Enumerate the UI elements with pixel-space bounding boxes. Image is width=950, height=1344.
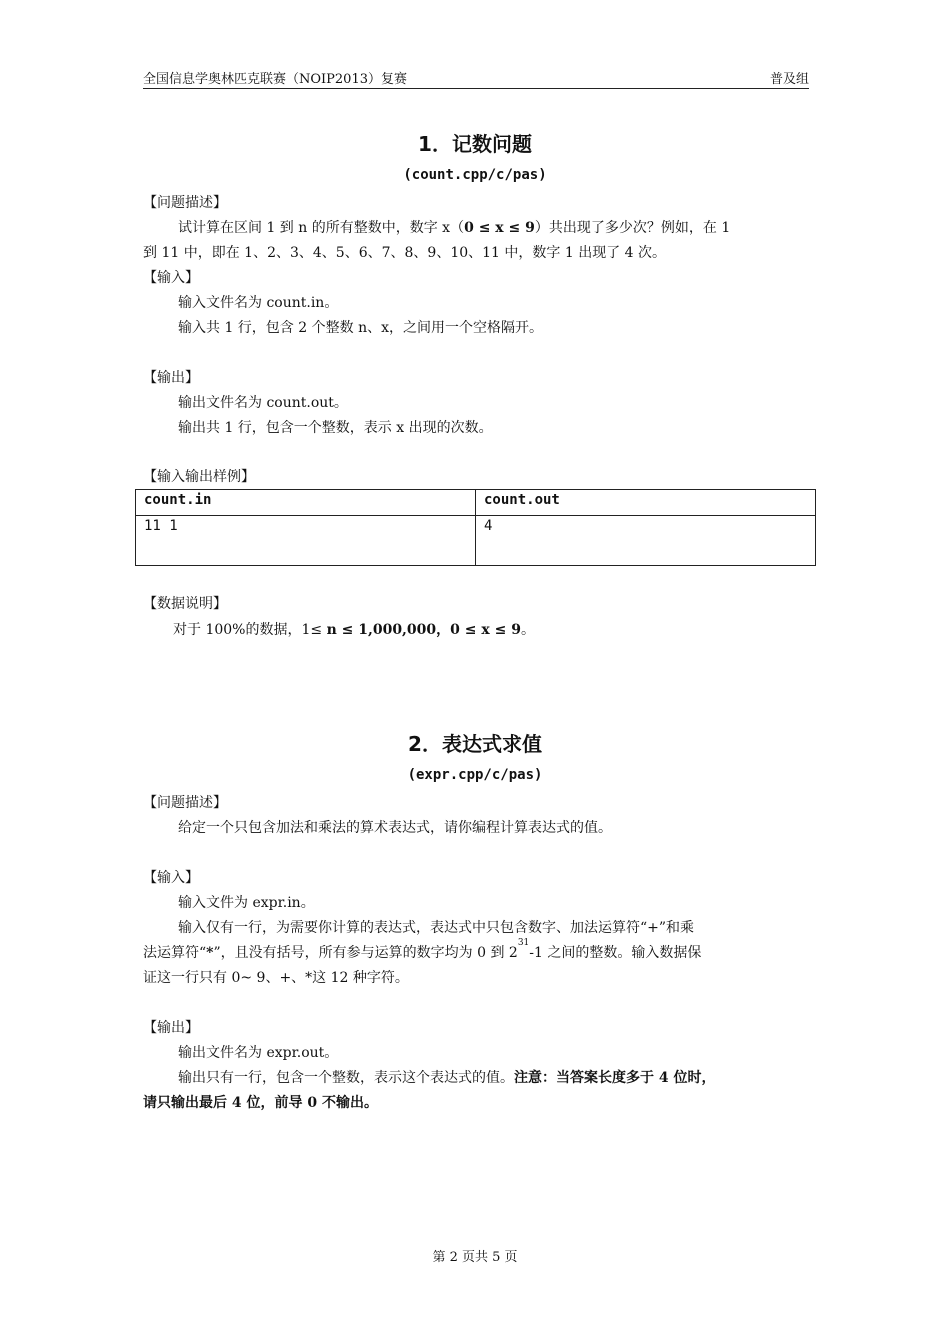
table-cell-output: 4 xyxy=(476,516,816,566)
problem1-data-heading: 【数据说明】 xyxy=(143,596,227,612)
table-header-input: count.in xyxy=(136,490,476,516)
problem2-input-line2: 输入仅有一行，为需要你计算的表达式，表达式中只包含数字、加法运算符“+”和乘 xyxy=(178,920,695,936)
problem1-title: 1．记数问题 xyxy=(418,132,532,156)
problem1-data-line: 对于 100%的数据，1≤ n ≤ 1,000,000，0 ≤ x ≤ 9。 xyxy=(173,622,535,638)
problem1-file: (count.cpp/c/pas) xyxy=(403,167,547,183)
sample-table xyxy=(135,489,816,566)
problem1-sample-heading: 【输入输出样例】 xyxy=(143,469,255,485)
table-cell-input: 11 1 xyxy=(136,516,476,566)
problem1-desc-line2: 到 11 中，即在 1、2、3、4、5、6、7、8、9、10、11 中，数字 1 出现了 4 次。 xyxy=(143,245,667,261)
problem2-input-heading: 【输入】 xyxy=(143,870,199,886)
problem2-output-line3: 请只输出最后 4 位，前导 0 不输出。 xyxy=(143,1095,378,1111)
problem1-desc-line1: 试计算在区间 1 到 n 的所有整数中，数字 x（0 ≤ x ≤ 9）共出现了多少次？例如，在 1 xyxy=(178,220,731,236)
problem1-desc-heading: 【问题描述】 xyxy=(143,195,227,211)
problem1-output-heading: 【输出】 xyxy=(143,370,199,386)
problem2-desc-line1: 给定一个只包含加法和乘法的算术表达式，请你编程计算表达式的值。 xyxy=(178,820,612,836)
table-header-row xyxy=(136,490,816,516)
table-header-output: count.out xyxy=(476,490,816,516)
page-footer: 第 2 页共 5 页 xyxy=(432,1250,518,1265)
problem2-title: 2．表达式求值 xyxy=(408,732,542,756)
problem2-file: (expr.cpp/c/pas) xyxy=(407,767,543,783)
problem2-desc-heading: 【问题描述】 xyxy=(143,795,227,811)
problem1-output-line1: 输出文件名为 count.out。 xyxy=(178,395,348,411)
page-header xyxy=(143,68,809,89)
problem2-output-heading: 【输出】 xyxy=(143,1020,199,1036)
problem2-input-line3: 法运算符“*”，且没有括号，所有参与运算的数字均为 0 到 $2^{31}-1$ 之间的整数。输入数据保 xyxy=(143,938,702,961)
problem1-input-heading: 【输入】 xyxy=(143,270,199,286)
header-group: 普及组 xyxy=(769,72,809,87)
problem2-output-line1: 输出文件名为 expr.out。 xyxy=(178,1045,339,1061)
problem1-input-line1: 输入文件名为 count.in。 xyxy=(178,295,339,311)
problem2-output-line2: 输出只有一行，包含一个整数，表示这个表达式的值。注意：当答案长度多于 4 位时， xyxy=(178,1070,716,1086)
problem2-input-line4: 证这一行只有 0~ 9、+、*这 12 种字符。 xyxy=(143,970,409,986)
table-row xyxy=(136,516,816,566)
problem1-input-line2: 输入共 1 行，包含 2 个整数 n、x，之间用一个空格隔开。 xyxy=(178,320,543,336)
problem1-output-line2: 输出共 1 行，包含一个整数，表示 x 出现的次数。 xyxy=(178,420,493,436)
header-contest-name: 全国信息学奥林匹克联赛（NOIP2013）复赛 xyxy=(143,72,407,87)
problem2-input-line1: 输入文件为 expr.in。 xyxy=(178,895,315,911)
